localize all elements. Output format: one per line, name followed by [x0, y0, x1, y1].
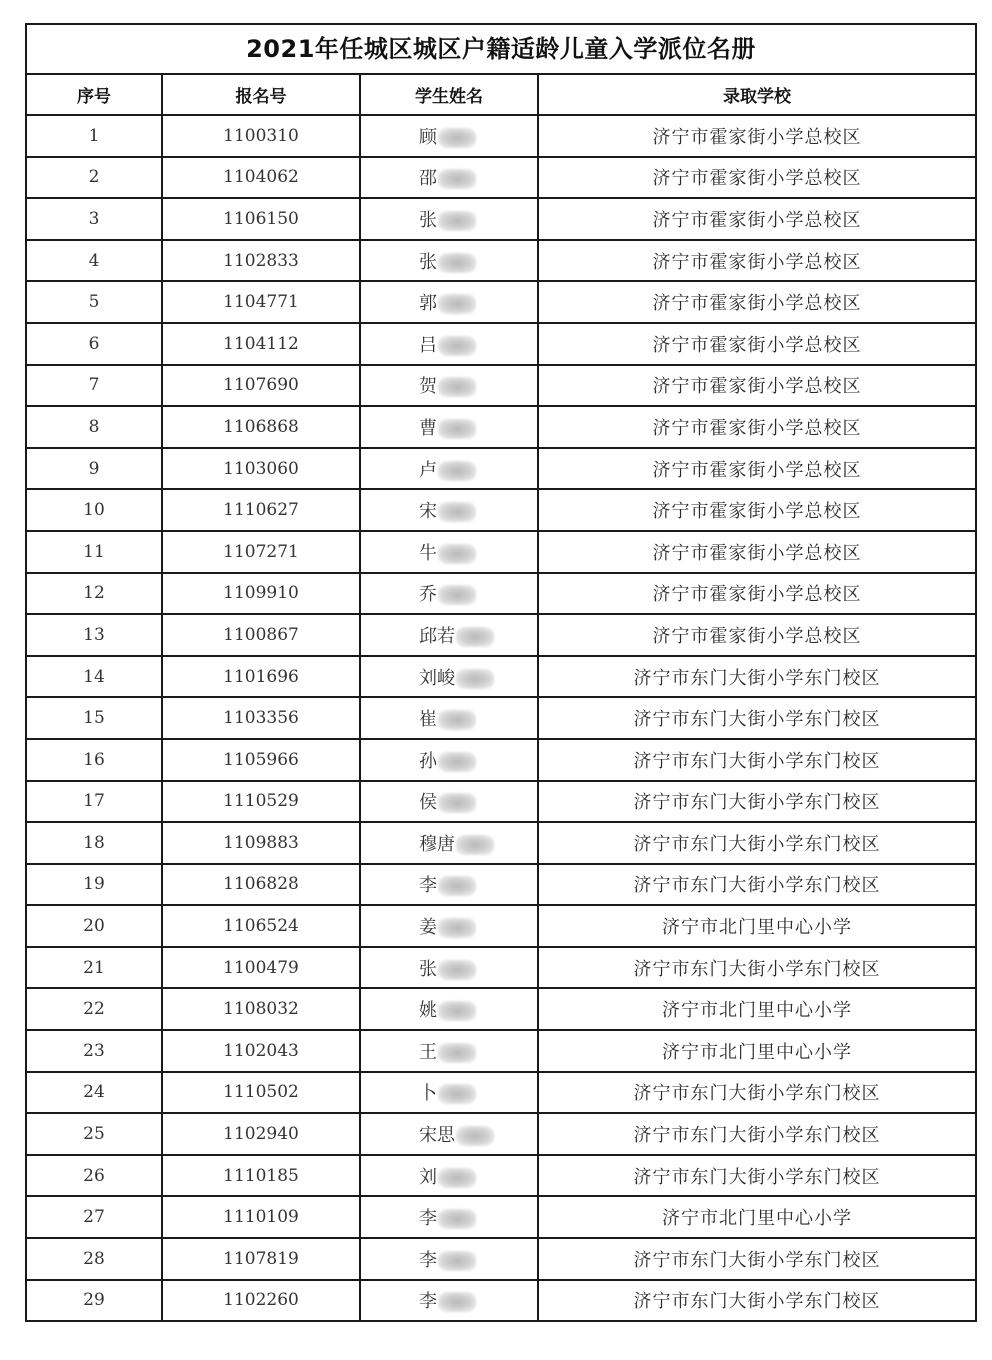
table-row: [27, 1238, 975, 1280]
row-school: 济宁市东门大街小学东门校区: [538, 822, 975, 864]
row-student-name: [360, 198, 538, 240]
row-reg-no: 1102833: [162, 240, 360, 282]
row-index: 18: [27, 822, 162, 864]
row-student-name: [360, 157, 538, 199]
redaction-blur: [438, 1292, 476, 1312]
student-name-visible: [419, 830, 479, 856]
redaction-blur: [438, 336, 476, 356]
row-index: 24: [27, 1072, 162, 1114]
row-index: 22: [27, 988, 162, 1030]
row-student-name: [360, 1113, 538, 1155]
table-row: [27, 781, 975, 823]
row-reg-no: 1102043: [162, 1030, 360, 1072]
row-reg-no: 1108032: [162, 988, 360, 1030]
table-row: [27, 739, 975, 781]
row-school: 济宁市东门大街小学东门校区: [538, 1113, 975, 1155]
student-name-visible: [419, 664, 479, 690]
row-reg-no: 1107271: [162, 531, 360, 573]
redaction-blur: [456, 835, 494, 855]
row-index: 3: [27, 198, 162, 240]
redaction-blur: [438, 793, 476, 813]
row-school: 济宁市霍家街小学总校区: [538, 115, 975, 157]
row-reg-no: 1110529: [162, 781, 360, 823]
row-student-name: [360, 988, 538, 1030]
row-student-name: [360, 864, 538, 906]
header-reg-no: 报名号: [162, 75, 360, 115]
row-index: 5: [27, 281, 162, 323]
row-reg-no: 1110185: [162, 1155, 360, 1197]
redaction-blur: [438, 253, 476, 273]
row-student-name: [360, 697, 538, 739]
row-index: 7: [27, 365, 162, 407]
row-reg-no: 1100479: [162, 947, 360, 989]
student-name-text: 张: [419, 251, 437, 273]
row-student-name: [360, 489, 538, 531]
redaction-blur: [438, 585, 476, 605]
row-reg-no: 1110109: [162, 1196, 360, 1238]
table-row: [27, 1113, 975, 1155]
row-school: 济宁市东门大街小学东门校区: [538, 656, 975, 698]
row-index: 25: [27, 1113, 162, 1155]
table-row: [27, 323, 975, 365]
redaction-blur: [456, 627, 494, 647]
table-row: [27, 864, 975, 906]
row-school: 济宁市霍家街小学总校区: [538, 157, 975, 199]
redaction-blur: [438, 461, 476, 481]
row-reg-no: 1104771: [162, 281, 360, 323]
redaction-blur: [438, 1001, 476, 1021]
row-student-name: [360, 1280, 538, 1321]
row-student-name: [360, 573, 538, 615]
row-school: 济宁市东门大街小学东门校区: [633, 1291, 881, 1313]
table-row: [27, 198, 975, 240]
table-row: [27, 905, 975, 947]
student-name-text: 穆唐: [419, 833, 455, 855]
student-name-text: 李: [419, 1249, 437, 1271]
row-reg-no: 1106868: [162, 406, 360, 448]
table-row: [27, 489, 975, 531]
student-name-visible: [419, 1079, 479, 1105]
row-index: 2: [27, 157, 162, 199]
row-reg-no: 1100310: [162, 115, 360, 157]
row-school: 济宁市北门里中心小学: [538, 1030, 975, 1072]
row-student-name: [360, 323, 538, 365]
table-row: [27, 1072, 975, 1114]
table-row: [27, 697, 975, 739]
student-name-text: 李: [419, 1208, 437, 1230]
row-student-name: [360, 781, 538, 823]
student-name-text: 侯: [419, 792, 437, 814]
row-reg-no: 1109883: [162, 822, 360, 864]
row-reg-no: 1107819: [162, 1238, 360, 1280]
student-name-visible: [419, 331, 479, 357]
row-index: 26: [27, 1155, 162, 1197]
student-name-text: 郭: [419, 293, 437, 315]
table-row: [27, 406, 975, 448]
student-name-visible: [419, 289, 479, 315]
student-name-text: 顾: [419, 126, 437, 148]
student-name-visible: [419, 123, 479, 149]
row-school: 济宁市霍家街小学总校区: [538, 448, 975, 490]
student-name-text: 刘峻: [419, 667, 455, 689]
row-student-name: [360, 240, 538, 282]
row-reg-no: 1103356: [162, 697, 360, 739]
row-student-name: [360, 115, 538, 157]
row-school: 济宁市北门里中心小学: [538, 1196, 975, 1238]
roster-table: [27, 75, 975, 1320]
table-row: [27, 614, 975, 656]
row-reg-no: 1109910: [162, 573, 360, 615]
row-student-name: [360, 822, 538, 864]
row-index: 14: [27, 656, 162, 698]
header-student-name: 学生姓名: [360, 75, 538, 115]
row-reg-no: 1102940: [162, 1113, 360, 1155]
student-name-visible: [419, 206, 479, 232]
student-name-visible: [419, 1204, 479, 1230]
row-reg-no: 1110502: [162, 1072, 360, 1114]
document-title: 2021年任城区城区户籍适龄儿童入学派位名册: [27, 25, 975, 75]
redaction-blur: [456, 669, 494, 689]
row-index: 8: [27, 406, 162, 448]
row-school: 济宁市东门大街小学东门校区: [538, 739, 975, 781]
row-student-name: [360, 656, 538, 698]
redaction-blur: [438, 419, 476, 439]
redaction-blur: [438, 169, 476, 189]
student-name-text: 贺: [419, 376, 437, 398]
redaction-blur: [438, 918, 476, 938]
row-school: 济宁市霍家街小学总校区: [538, 573, 975, 615]
row-student-name: [360, 365, 538, 407]
student-name-text: 邵: [419, 168, 437, 190]
student-name-visible: [419, 164, 479, 190]
row-index: 19: [27, 864, 162, 906]
student-name-text: 王: [419, 1041, 437, 1063]
table-row: [27, 281, 975, 323]
row-index: 17: [27, 781, 162, 823]
row-reg-no: 1106524: [162, 905, 360, 947]
row-student-name: [360, 1196, 538, 1238]
student-name-text: 姚: [419, 1000, 437, 1022]
student-name-visible: [419, 1121, 479, 1147]
row-reg-no: 1105966: [162, 739, 360, 781]
row-student-name: [360, 1155, 538, 1197]
row-index: 12: [27, 573, 162, 615]
row-index: 10: [27, 489, 162, 531]
row-index: 20: [27, 905, 162, 947]
redaction-blur: [438, 1209, 476, 1229]
row-school: 济宁市东门大街小学东门校区: [538, 1072, 975, 1114]
student-name-visible: [419, 622, 479, 648]
table-row: [27, 947, 975, 989]
table-row: [27, 1155, 975, 1197]
row-student-name: [360, 406, 538, 448]
row-school: 济宁市霍家街小学总校区: [538, 240, 975, 282]
redaction-blur: [438, 876, 476, 896]
row-school: 济宁市东门大街小学东门校区: [538, 947, 975, 989]
redaction-blur: [438, 128, 476, 148]
table-row: [27, 1196, 975, 1238]
student-name-text: 乔: [419, 584, 437, 606]
row-school: 济宁市东门大街小学东门校区: [538, 864, 975, 906]
header-school: 录取学校: [538, 75, 975, 115]
row-student-name: [360, 614, 538, 656]
student-name-visible: [419, 414, 479, 440]
student-name-text: 卜: [419, 1083, 437, 1105]
row-student-name: [360, 947, 538, 989]
row-student-name: [360, 739, 538, 781]
row-student-name: [360, 281, 538, 323]
student-name-visible: [419, 248, 479, 274]
row-school: 济宁市东门大街小学东门校区: [538, 781, 975, 823]
student-name-visible: [419, 788, 479, 814]
redaction-blur: [438, 752, 476, 772]
row-school: 济宁市北门里中心小学: [538, 988, 975, 1030]
redaction-blur: [438, 211, 476, 231]
redaction-blur: [438, 294, 476, 314]
row-school: 济宁市霍家街小学总校区: [538, 198, 975, 240]
student-name-text: 邱若: [419, 625, 455, 647]
student-name-visible: [419, 497, 479, 523]
student-name-visible: [419, 1246, 479, 1272]
row-school: 济宁市霍家街小学总校区: [538, 489, 975, 531]
student-name-text: 张: [419, 209, 437, 231]
table-row: [27, 656, 975, 698]
student-name-text: 宋思: [419, 1125, 455, 1147]
row-reg-no: 1101696: [162, 656, 360, 698]
student-name-text: 刘: [419, 1166, 437, 1188]
redaction-blur: [438, 1043, 476, 1063]
student-name-text: 吕: [419, 334, 437, 356]
table-body: [27, 115, 975, 1320]
row-student-name: [360, 905, 538, 947]
row-index: 13: [27, 614, 162, 656]
table-row: [27, 531, 975, 573]
student-name-text: 宋: [419, 501, 437, 523]
table-row: [27, 988, 975, 1030]
table-row: [27, 365, 975, 407]
redaction-blur: [456, 1126, 494, 1146]
redaction-blur: [438, 710, 476, 730]
row-school: 济宁市霍家街小学总校区: [538, 531, 975, 573]
row-reg-no: 1102260: [162, 1280, 360, 1321]
row-index: 6: [27, 323, 162, 365]
row-school: 济宁市霍家街小学总校区: [538, 323, 975, 365]
row-student-name: [360, 448, 538, 490]
row-reg-no: 1110627: [162, 489, 360, 531]
redaction-blur: [438, 544, 476, 564]
row-student-name: [360, 1072, 538, 1114]
row-student-name: [360, 1030, 538, 1072]
row-school: 济宁市霍家街小学总校区: [538, 406, 975, 448]
row-school: 济宁市东门大街小学东门校区: [538, 1238, 975, 1280]
redaction-blur: [438, 1168, 476, 1188]
row-reg-no: 1106150: [162, 198, 360, 240]
student-name-visible: [419, 996, 479, 1022]
row-student-name: [360, 1238, 538, 1280]
student-name-visible: [419, 747, 479, 773]
row-index: 27: [27, 1196, 162, 1238]
student-name-visible: [419, 1163, 479, 1189]
student-name-visible: [419, 871, 479, 897]
row-index: 21: [27, 947, 162, 989]
student-name-visible: [419, 705, 479, 731]
row-reg-no: 1103060: [162, 448, 360, 490]
table-row: [27, 1280, 975, 1321]
row-reg-no: 1104062: [162, 157, 360, 199]
enrollment-roster: [25, 23, 977, 1322]
table-row: [27, 448, 975, 490]
row-reg-no: 1107690: [162, 365, 360, 407]
student-name-text: 牛: [419, 542, 437, 564]
table-row: [27, 573, 975, 615]
student-name-text: 崔: [419, 709, 437, 731]
row-school: 济宁市北门里中心小学: [538, 905, 975, 947]
student-name-visible: [419, 1038, 479, 1064]
student-name-visible: [419, 1287, 479, 1313]
student-name-visible: [419, 580, 479, 606]
redaction-blur: [438, 1251, 476, 1271]
row-school: 济宁市霍家街小学总校区: [538, 614, 975, 656]
row-index: 16: [27, 739, 162, 781]
student-name-text: 李: [419, 1291, 437, 1313]
student-name-visible: [419, 913, 479, 939]
row-school: 济宁市霍家街小学总校区: [538, 365, 975, 407]
row-index: 28: [27, 1238, 162, 1280]
student-name-visible: [419, 955, 479, 981]
redaction-blur: [438, 1084, 476, 1104]
table-row: [27, 1030, 975, 1072]
table-row: [27, 157, 975, 199]
student-name-visible: [419, 539, 479, 565]
table-row: [27, 240, 975, 282]
redaction-blur: [438, 960, 476, 980]
row-school: 济宁市东门大街小学东门校区: [538, 1155, 975, 1197]
table-row: [27, 115, 975, 157]
row-reg-no: 1106828: [162, 864, 360, 906]
row-reg-no: 1104112: [162, 323, 360, 365]
row-reg-no: 1100867: [162, 614, 360, 656]
row-index: 4: [27, 240, 162, 282]
row-index: 1: [27, 115, 162, 157]
student-name-visible: [419, 372, 479, 398]
student-name-text: 孙: [419, 750, 437, 772]
student-name-text: 曹: [419, 417, 437, 439]
header-index: 序号: [27, 75, 162, 115]
header-row: [27, 75, 975, 115]
student-name-visible: [419, 456, 479, 482]
row-index: 29: [27, 1280, 162, 1321]
row-student-name: [360, 531, 538, 573]
row-school: 济宁市东门大街小学东门校区: [538, 697, 975, 739]
row-school: 济宁市霍家街小学总校区: [538, 281, 975, 323]
redaction-blur: [438, 502, 476, 522]
row-index: 9: [27, 448, 162, 490]
student-name-text: 卢: [419, 459, 437, 481]
student-name-text: 姜: [419, 917, 437, 939]
student-name-text: 张: [419, 958, 437, 980]
row-index: 11: [27, 531, 162, 573]
student-name-text: 李: [419, 875, 437, 897]
row-index: 15: [27, 697, 162, 739]
table-row: [27, 822, 975, 864]
row-index: 23: [27, 1030, 162, 1072]
redaction-blur: [438, 377, 476, 397]
